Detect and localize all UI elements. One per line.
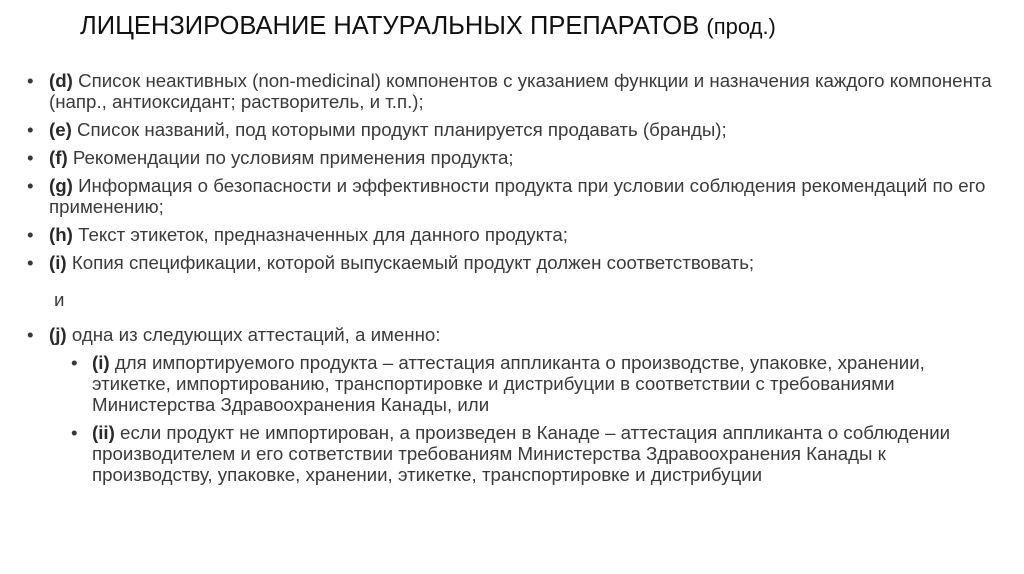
item-tag: (h): [49, 224, 73, 245]
list-item: [26, 224, 1001, 245]
bullet-icon: •: [27, 147, 34, 168]
bullet-icon: •: [71, 422, 78, 443]
item-text: Рекомендации по условиям применения продукта;: [72, 147, 514, 168]
item-text: Список неактивных (non-medicinal) компонентов с указанием функции и назначения каждого компонента (напр., антиоксидант; растворитель, и т.п.);: [49, 70, 992, 112]
list-item: [26, 119, 1001, 140]
item-text: Копия спецификации, которой выпускаемый продукт должен соответствовать;: [71, 252, 755, 273]
bullet-icon: •: [27, 119, 34, 140]
bullet-icon: •: [71, 352, 78, 373]
slide-title-suffix: (прод.): [706, 14, 776, 39]
slide-title-main: ЛИЦЕНЗИРОВАНИЕ НАТУРАЛЬНЫХ ПРЕПАРАТОВ: [80, 12, 700, 40]
bullet-icon: •: [27, 175, 34, 196]
sub-list: [26, 352, 1001, 485]
list-item: [26, 252, 1001, 273]
item-text: одна из следующих аттестаций, а именно:: [71, 324, 441, 345]
bullet-icon: •: [27, 252, 34, 273]
list-item: [26, 175, 1001, 217]
item-tag: (i): [49, 252, 67, 273]
item-tag: (g): [49, 175, 73, 196]
item-tag: (e): [49, 119, 72, 140]
sub-list-item: [26, 422, 1001, 485]
item-text: Текст этикеток, предназначенных для данного продукта;: [78, 224, 568, 245]
sub-item-tag: (i): [92, 352, 110, 373]
bullet-icon: •: [27, 224, 34, 245]
sub-item-text: для импортируемого продукта – аттестация аппликанта о производстве, упаковке, хранении, этикетке, импортированию, транспортировке и дистрибуции в соответствии с требованиями Министерства Здравоохранения Канады, или: [92, 352, 925, 415]
list-item: [26, 147, 1001, 168]
list-item-j: [26, 324, 1001, 345]
list-item: [26, 70, 1001, 112]
bullet-list: [26, 70, 1001, 492]
conjunction-text: и: [54, 289, 65, 310]
item-text: Информация о безопасности и эффективности продукта при условии соблюдения рекомендаций по его применению;: [49, 175, 986, 217]
bullet-icon: •: [27, 324, 34, 345]
item-tag: (f): [49, 147, 68, 168]
item-tag: (j): [49, 324, 67, 345]
sub-item-text: если продукт не импортирован, а произведен в Канаде – аттестация аппликанта о соблюдении производителем и его сответствии требованиям Министерства Здравоохранения Канады к производству, упаковке, хранении, этикетке, транспортировке и дистрибуции: [92, 422, 951, 485]
sub-list-item: [26, 352, 1001, 415]
slide-title: [80, 12, 776, 41]
item-text: Список названий, под которыми продукт планируется продавать (бранды);: [77, 119, 727, 140]
item-tag: (d): [49, 70, 73, 91]
sub-item-tag: (ii): [92, 422, 115, 443]
bullet-icon: •: [27, 70, 34, 91]
